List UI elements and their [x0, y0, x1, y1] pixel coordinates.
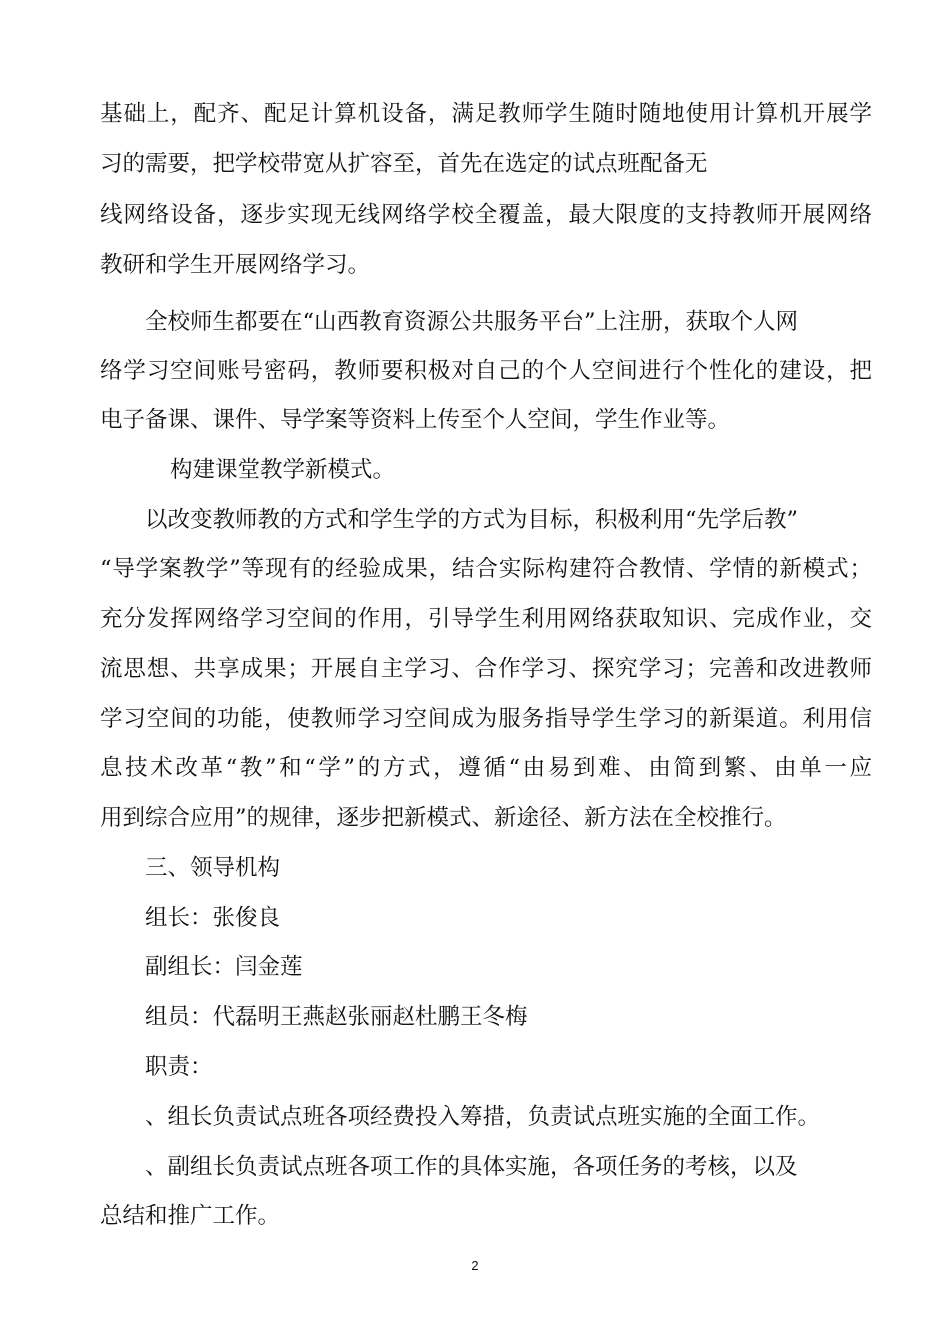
- body-line-2: 习的需要，把学校带宽从扩容至，首先在选定的试点班配备无: [100, 151, 708, 177]
- page-number: 2: [471, 1258, 479, 1273]
- duty-line-2: 、副组长负责试点班各项工作的具体实施，各项任务的考核，以及: [145, 1154, 798, 1180]
- body-line-12: 流思想、共享成果；开展自主学习、合作学习、探究学习；完善和改进教师: [100, 656, 873, 682]
- body-line-5: 全校师生都要在“山西教育资源公共服务平台”上注册，获取个人网: [145, 309, 799, 335]
- body-line-11: 充分发挥网络学习空间的作用，引导学生利用网络获取知识、完成作业，交: [100, 606, 873, 632]
- body-line-1: 基础上，配齐、配足计算机设备，满足教师学生随时随地使用计算机开展学: [100, 101, 873, 127]
- body-line-15: 用到综合应用”的规律，逐步把新模式、新途径、新方法在全校推行。: [100, 805, 787, 831]
- duties-heading: 职责：: [145, 1054, 213, 1080]
- body-line-4: 教研和学生开展网络学习。: [100, 252, 371, 278]
- section-heading-leadership: 三、领导机构: [145, 855, 281, 881]
- duty-line-1: 、组长负责试点班各项经费投入筹措，负责试点班实施的全面工作。: [145, 1104, 821, 1130]
- leader-line: 组长：张俊良: [145, 905, 281, 931]
- body-line-10: “导学案教学”等现有的经验成果，结合实际构建符合教情、学情的新模式；: [100, 556, 873, 582]
- body-line-14: 息技术改革“教”和“学”的方式，遵循“由易到难、由简到繁、由单一应: [100, 755, 875, 781]
- members-line: 组员：代磊明王燕赵张丽赵杜鹏王冬梅: [145, 1004, 528, 1030]
- body-line-6: 络学习空间账号密码，教师要积极对自己的个人空间进行个性化的建设，把: [100, 358, 873, 384]
- section-heading-classroom-model: 构建课堂教学新模式。: [170, 457, 396, 483]
- deputy-leader-line: 副组长：闫金莲: [145, 954, 303, 980]
- body-line-3: 线网络设备，逐步实现无线网络学校全覆盖，最大限度的支持教师开展网络: [100, 202, 873, 228]
- body-line-9: 以改变教师教的方式和学生学的方式为目标，积极利用“先学后教”: [145, 507, 799, 533]
- body-line-7: 电子备课、课件、导学案等资料上传至个人空间，学生作业等。: [100, 407, 731, 433]
- duty-line-2-continued: 总结和推广工作。: [100, 1203, 281, 1229]
- body-line-13: 学习空间的功能，使教师学习空间成为服务指导学生学习的新渠道。利用信: [100, 706, 873, 732]
